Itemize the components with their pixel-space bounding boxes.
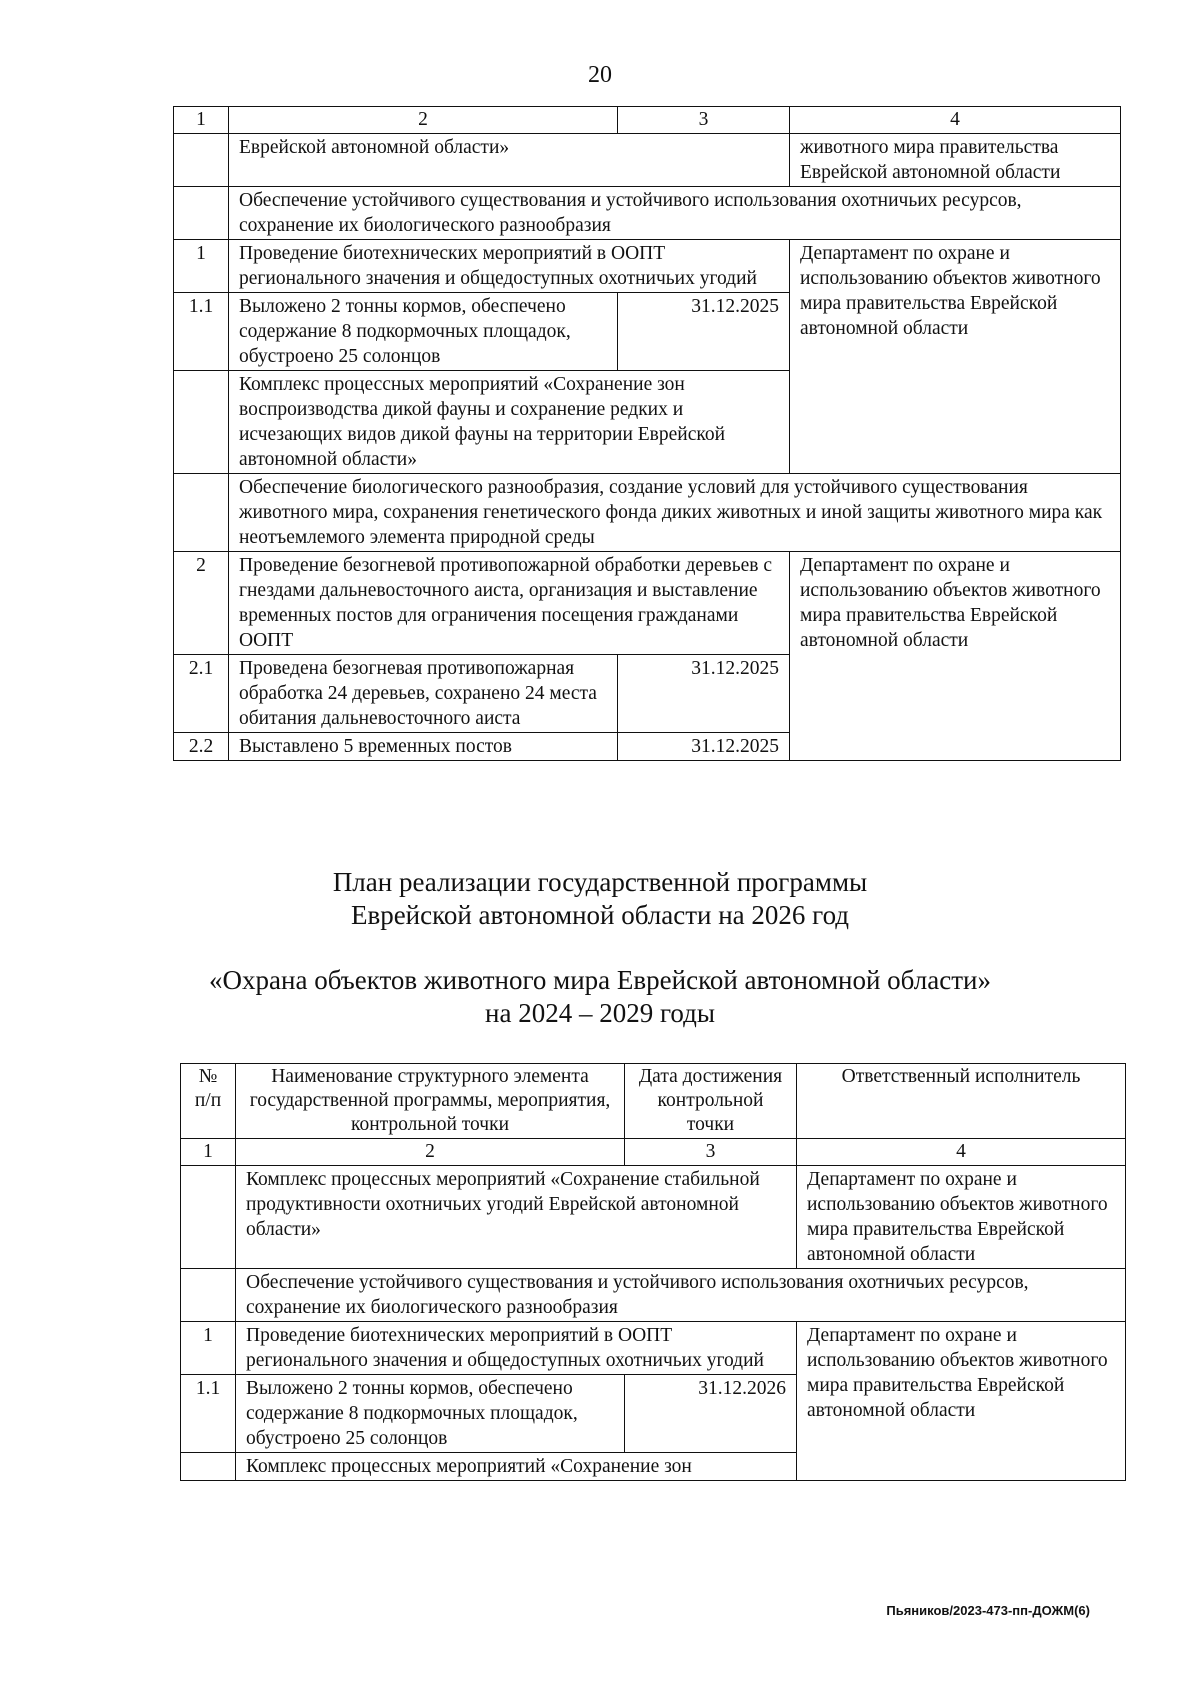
row-number-cell: 1.1: [181, 1375, 236, 1453]
element-name-cell: Проведение безогневой противопожарной обработки деревьев с гнездами дальневосточного аиста, организация и выставление временных постов для ограничения посещения гражданами ООПТ: [229, 552, 790, 655]
row-number-cell: 1.1: [174, 293, 229, 371]
header-executor: Ответственный исполнитель: [797, 1064, 1126, 1139]
table-row: [174, 552, 1121, 655]
row-number-cell: [181, 1166, 236, 1269]
row-number-cell: [174, 134, 229, 187]
col-num-1: 1: [181, 1139, 236, 1166]
col-num-4: 4: [797, 1139, 1126, 1166]
plan-table-2025: [173, 106, 1121, 761]
header-date: Дата достижения контрольной точки: [625, 1064, 797, 1139]
executor-cell: Департамент по охране и использованию объектов животного мира правительства Еврейской автономной области: [790, 552, 1121, 761]
element-name-cell: Комплекс процессных мероприятий «Сохранение зон воспроизводства дикой фауны и сохранение редких и исчезающих видов дикой фауны на территории Еврейской автономной области»: [229, 371, 790, 474]
table-row: [174, 474, 1121, 552]
page-number: 20: [588, 62, 612, 88]
element-name-cell: Комплекс процессных мероприятий «Сохранение стабильной продуктивности охотничьих угодий Еврейской автономной области»: [236, 1166, 797, 1269]
program-title-line-2: на 2024 – 2029 годы: [485, 998, 715, 1028]
executor-cell: Департамент по охране и использованию объектов животного мира правительства Еврейской автономной области: [790, 240, 1121, 474]
col-num-4: 4: [790, 107, 1121, 134]
row-number-cell: 1: [174, 240, 229, 293]
header-element-name: Наименование структурного элемента государственной программы, мероприятия, контрольной точки: [236, 1064, 625, 1139]
document-code: Пьяников/2023-473-пп-ДОЖМ(6): [886, 1603, 1090, 1618]
control-point-cell: Выставлено 5 временных постов: [229, 733, 618, 761]
row-number-cell: [181, 1453, 236, 1481]
executor-cell: Департамент по охране и использованию объектов животного мира правительства Еврейской автономной области: [797, 1166, 1126, 1269]
element-name-cell: Комплекс процессных мероприятий «Сохранение зон: [236, 1453, 797, 1481]
element-name-cell: Проведение биотехнических мероприятий в ООПТ регионального значения и общедоступных охотничьих угодий: [236, 1322, 797, 1375]
column-number-row: [174, 107, 1121, 134]
program-title-line-1: «Охрана объектов животного мира Еврейской автономной области»: [209, 965, 991, 995]
goal-cell: Обеспечение устойчивого существования и устойчивого использования охотничьих ресурсов, сохранение их биологического разнообразия: [229, 187, 1121, 240]
date-cell: 31.12.2026: [625, 1375, 797, 1453]
program-title: [0, 964, 1200, 1030]
date-cell: 31.12.2025: [618, 733, 790, 761]
date-cell: 31.12.2025: [618, 293, 790, 371]
control-point-cell: Выложено 2 тонны кормов, обеспечено содержание 8 подкормочных площадок, обустроено 25 солонцов: [229, 293, 618, 371]
table-row: [181, 1269, 1126, 1322]
plan-heading-line-2: Еврейской автономной области на 2026 год: [350, 900, 850, 930]
table-header-row: [181, 1064, 1126, 1139]
control-point-cell: Проведена безогневая противопожарная обработка 24 деревьев, сохранено 24 места обитания дальневосточного аиста: [229, 655, 618, 733]
col-num-1: 1: [174, 107, 229, 134]
table-row: [174, 240, 1121, 293]
col-num-3: 3: [618, 107, 790, 134]
executor-cell: Департамент по охране и использованию объектов животного мира правительства Еврейской автономной области: [797, 1322, 1126, 1481]
col-num-3: 3: [625, 1139, 797, 1166]
executor-cell: животного мира правительства Еврейской автономной области: [790, 134, 1121, 187]
column-number-row: [181, 1139, 1126, 1166]
row-number-cell: [181, 1269, 236, 1322]
element-name-cell: Еврейской автономной области»: [229, 134, 790, 187]
col-num-2: 2: [236, 1139, 625, 1166]
row-number-cell: 1: [181, 1322, 236, 1375]
plan-table-2026: [180, 1063, 1126, 1481]
table-row: [174, 187, 1121, 240]
row-number-cell: [174, 474, 229, 552]
plan-heading-line-1: План реализации государственной программы: [332, 867, 868, 897]
row-number-cell: 2.1: [174, 655, 229, 733]
col-num-2: 2: [229, 107, 618, 134]
table-row: [174, 134, 1121, 187]
goal-cell: Обеспечение устойчивого существования и устойчивого использования охотничьих ресурсов, сохранение их биологического разнообразия: [236, 1269, 1126, 1322]
control-point-cell: Выложено 2 тонны кормов, обеспечено содержание 8 подкормочных площадок, обустроено 25 солонцов: [236, 1375, 625, 1453]
element-name-cell: Проведение биотехнических мероприятий в ООПТ регионального значения и общедоступных охотничьих угодий: [229, 240, 790, 293]
plan-heading: [0, 866, 1200, 932]
table-row: [181, 1166, 1126, 1269]
row-number-cell: 2: [174, 552, 229, 655]
row-number-cell: 2.2: [174, 733, 229, 761]
row-number-cell: [174, 371, 229, 474]
date-cell: 31.12.2025: [618, 655, 790, 733]
goal-cell: Обеспечение биологического разнообразия, создание условий для устойчивого существования животного мира, сохранения генетического фонда диких животных и иной защиты животного мира как неотъемлемого элемента природной среды: [229, 474, 1121, 552]
header-number: № п/п: [181, 1064, 236, 1139]
row-number-cell: [174, 187, 229, 240]
table-row: [181, 1322, 1126, 1375]
